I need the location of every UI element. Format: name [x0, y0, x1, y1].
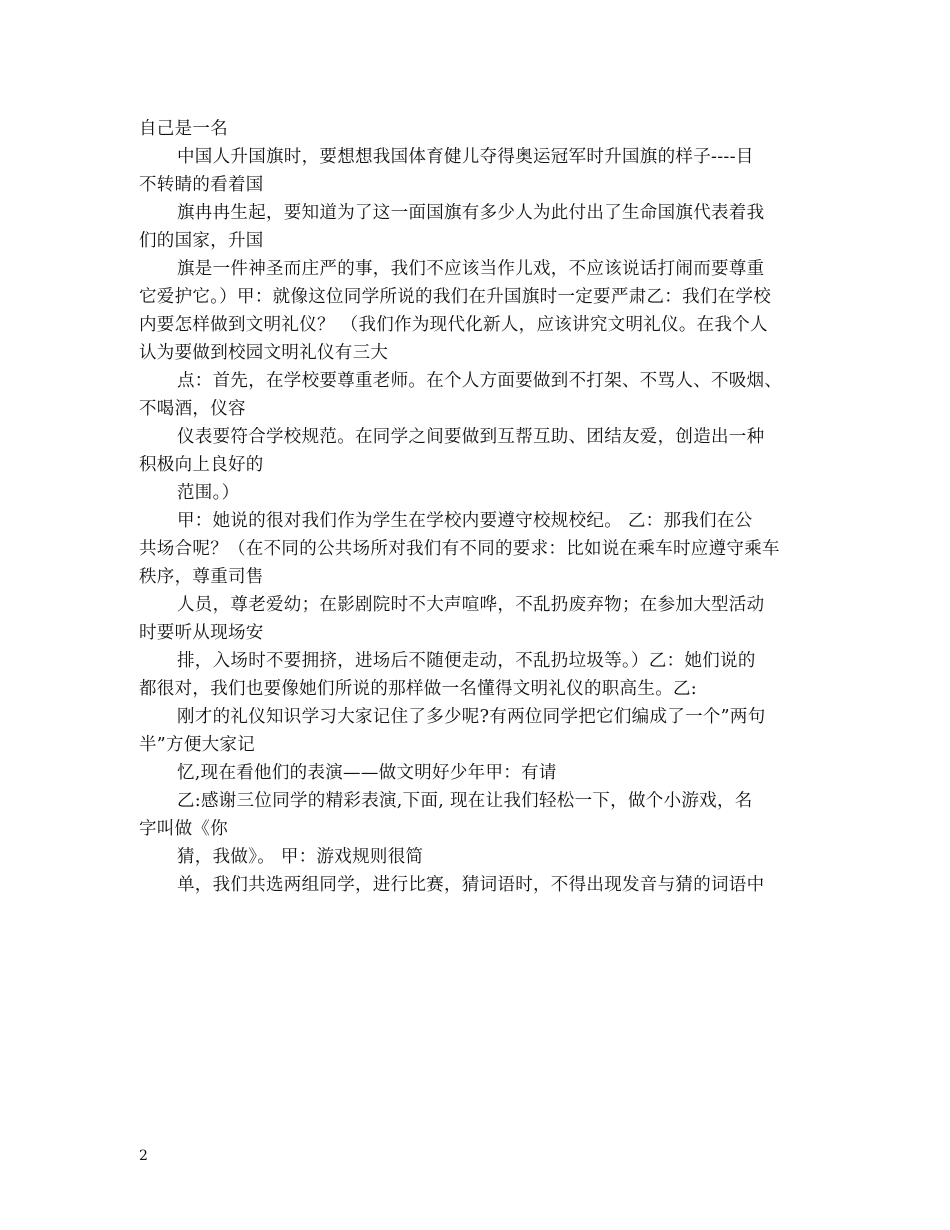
body-text — [139, 115, 829, 899]
text-line: 认为要做到校园文明礼仪有三大 — [139, 343, 389, 363]
text-line: 范围。） — [177, 483, 240, 503]
text-line: 半”方便大家记 — [139, 735, 256, 755]
text-line: 点：首先，在学校要尊重老师。在个人方面要做到不打架、不骂人、不吸烟、 — [177, 371, 783, 391]
text-line: 都很对，我们也要像她们所说的那样做一名懂得文明礼仪的职高生。乙: — [139, 679, 697, 699]
text-line: 猜，我做》。 甲：游戏规则很简 — [177, 847, 424, 867]
text-line: 排，入场时不要拥挤，进场后不随便走动，不乱扔垃圾等。）乙：她们说的 — [177, 651, 756, 671]
text-line: 忆,现在看他们的表演——做文明好少年甲：有请 — [177, 763, 557, 783]
text-line: 时要听从现场安 — [139, 623, 264, 643]
text-line: 中国人升国旗时，要想想我国体育健儿夺得奥运冠军时升国旗的样子----目 — [177, 147, 754, 167]
text-line: 旗冉冉生起，要知道为了这一面国旗有多少人为此付出了生命国旗代表着我 — [177, 203, 765, 223]
text-line: 乙:感谢三位同学的精彩表演,下面, 现在让我们轻松一下，做个小游戏，名 — [177, 791, 753, 811]
text-line: 不转睛的看着国 — [139, 175, 264, 195]
text-line: 自己是一名 — [139, 119, 228, 139]
text-line: 单，我们共选两组同学，进行比赛，猜词语时，不得出现发音与猜的词语中 — [177, 875, 765, 895]
text-line: 共场合呢？（在不同的公共场所对我们有不同的要求：比如说在乘车时应遵守乘车 — [139, 539, 780, 559]
text-line: 们的国家，升国 — [139, 231, 264, 251]
text-line: 内要怎样做到文明礼仪？ （我们作为现代化新人，应该讲究文明礼仪。在我个人 — [139, 315, 768, 335]
text-line: 甲：她说的很对我们作为学生在学校内要遵守校规校纪。 乙：那我们在公 — [177, 511, 753, 531]
text-line: 它爱护它。）甲：就像这位同学所说的我们在升国旗时一定要严肃乙：我们在学校 — [139, 287, 772, 307]
text-line: 不喝酒，仪容 — [139, 399, 246, 419]
text-line: 旗是一件神圣而庄严的事，我们不应该当作儿戏，不应该说话打闹而要尊重 — [177, 259, 765, 279]
text-line: 刚才的礼仪知识学习大家记住了多少呢?有两位同学把它们编成了一个”两句 — [177, 707, 766, 727]
text-line: 字叫做《你 — [139, 819, 228, 839]
text-line: 积极向上良好的 — [139, 455, 264, 475]
text-line: 仪表要符合学校规范。在同学之间要做到互帮互助、团结友爱，创造出一种 — [177, 427, 765, 447]
page-number: 2 — [139, 1148, 148, 1164]
text-line: 秩序，尊重司售 — [139, 567, 264, 587]
text-line: 人员，尊老爱幼；在影剧院时不大声喧哗，不乱扔废弃物；在参加大型活动 — [177, 595, 765, 615]
